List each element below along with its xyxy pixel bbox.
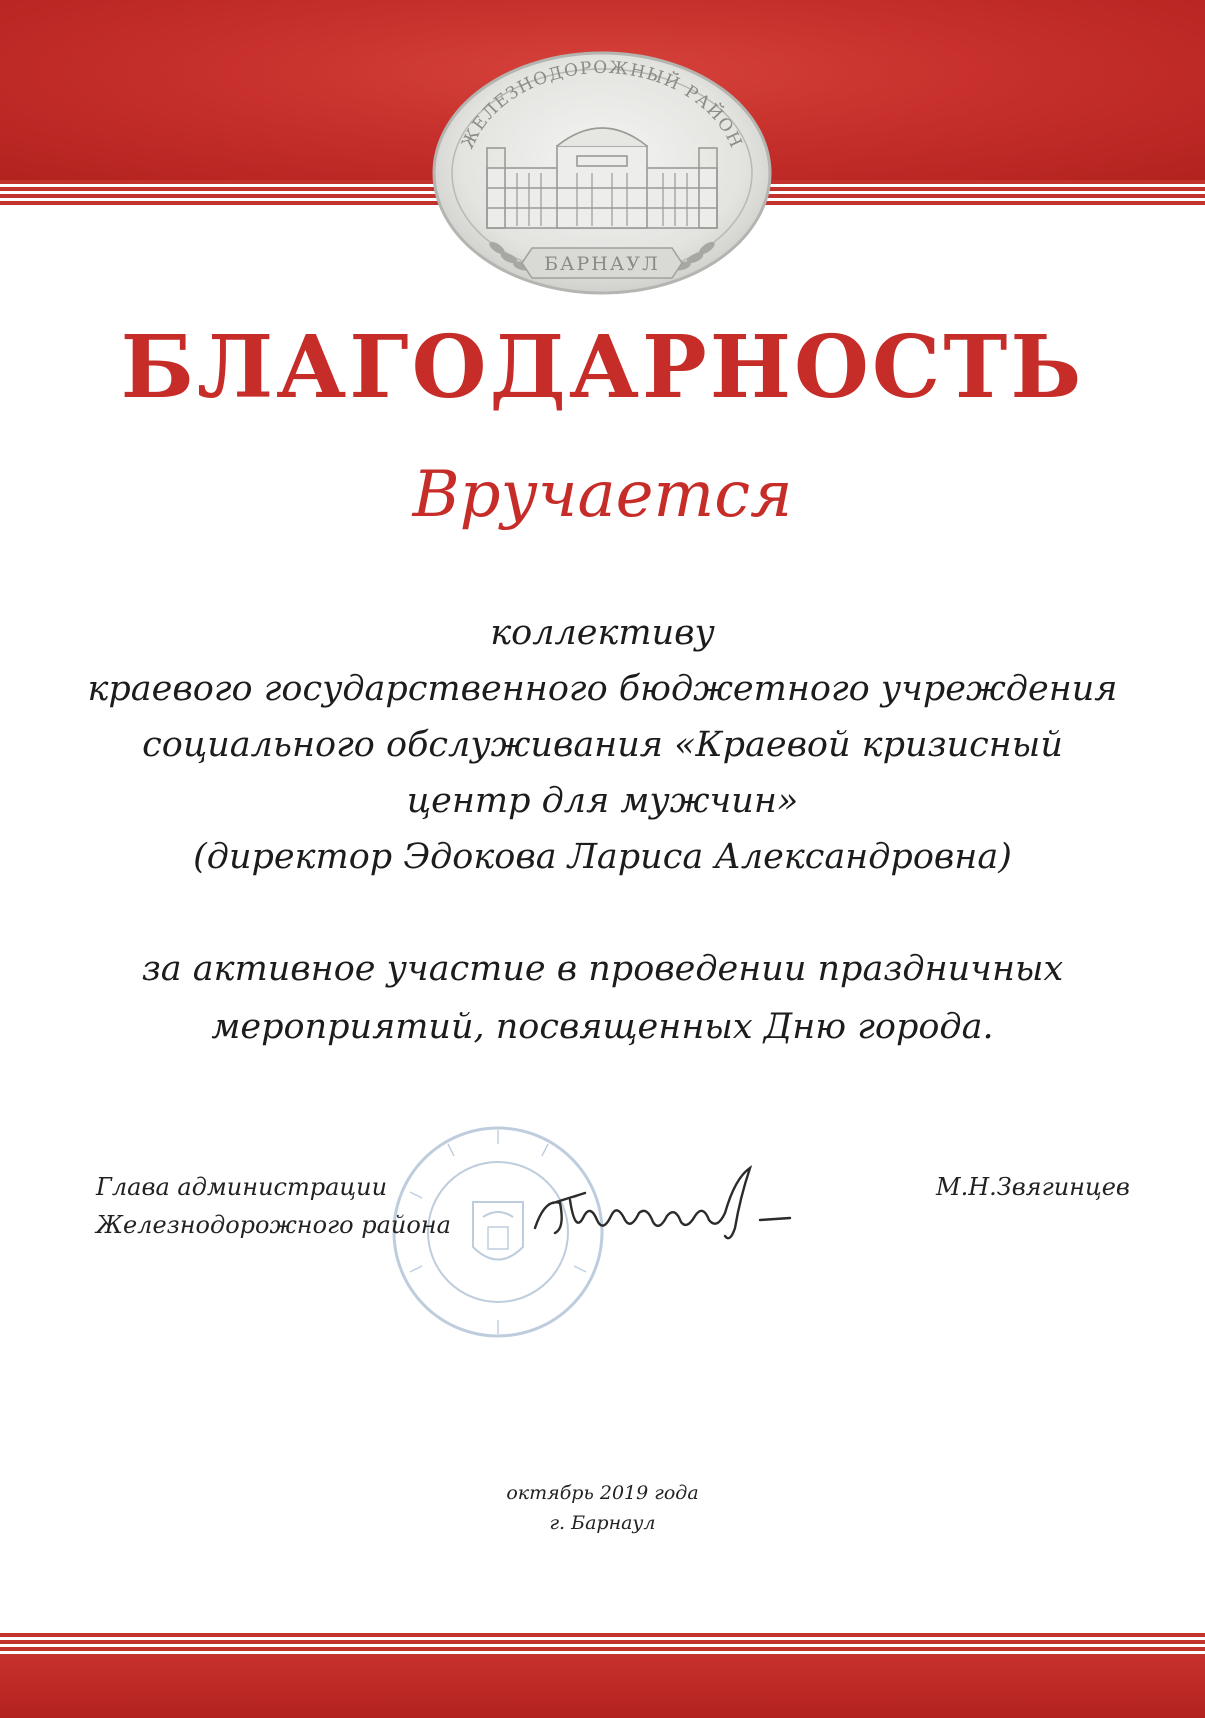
bottom-red-band: [0, 1658, 1205, 1718]
document-title: БЛАГОДАРНОСТЬ: [120, 317, 1085, 418]
recipient-line: центр для мужчин»: [406, 781, 799, 821]
issue-date: октябрь 2019 года: [506, 1482, 699, 1504]
recipient-line: краевого государственного бюджетного учреждения: [87, 669, 1118, 709]
reason-line: мероприятий, посвященных Дню города.: [211, 1007, 994, 1047]
emblem-top-text: ЖЕЛЕЗНОДОРОЖНЫЙ РАЙОН: [457, 57, 747, 152]
reason-block: [80, 940, 1125, 1056]
handwritten-signature: [525, 1158, 815, 1258]
document-subtitle: Вручается: [412, 458, 793, 532]
emblem-bottom-text: БАРНАУЛ: [544, 253, 660, 275]
recipient-line: коллективу: [490, 613, 715, 653]
signatory-position: [96, 1168, 451, 1244]
recipient-block: [80, 605, 1125, 885]
bottom-stripes: [0, 1630, 1205, 1658]
signatory-position-line2: Железнодорожного района: [96, 1211, 451, 1239]
recipient-line: (директор Эдокова Лариса Александровна): [193, 837, 1012, 877]
district-emblem: [427, 48, 777, 298]
signatory-position-line1: Глава администрации: [96, 1173, 388, 1201]
issue-date-place: [0, 1478, 1205, 1538]
signatory-name: М.Н.Звягинцев: [936, 1173, 1130, 1201]
reason-line: за активное участие в проведении праздничных: [141, 949, 1064, 989]
recipient-line: социального обслуживания «Краевой кризисный: [142, 725, 1063, 765]
issue-place: г. Барнаул: [549, 1512, 656, 1534]
